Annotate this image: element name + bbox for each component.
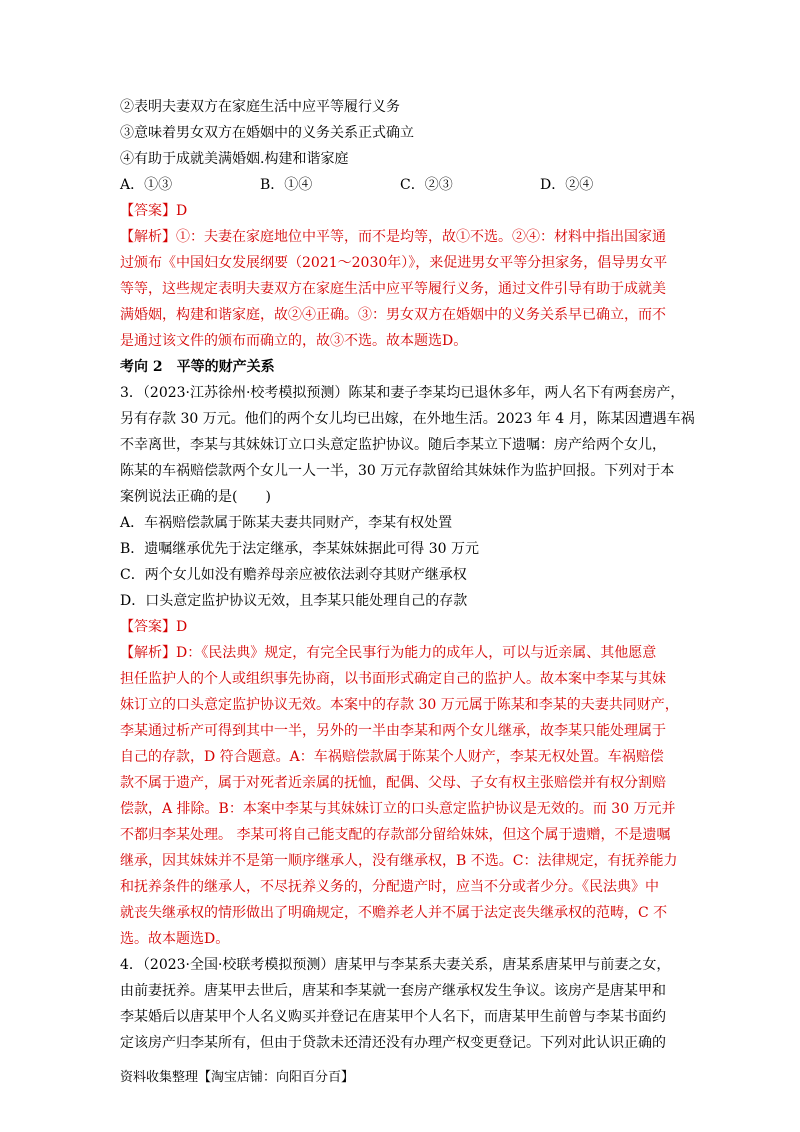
stem-line: 3．（2023·江苏徐州·校考模拟预测）陈某和妻子李某均已退休多年，两人名下有两套房产， <box>120 385 685 401</box>
stem-line: 由前妻抚养。唐某甲去世后，唐某和李某就一套房产继承权发生争议。该房产是唐某甲和 <box>120 983 666 999</box>
section-title: 考向 2 平等的财产关系 <box>120 359 275 375</box>
q2-options <box>120 172 680 198</box>
stem-line: 4．（2023·全国·校联考模拟预测）唐某甲与李某系夫妻关系，唐某系唐某甲与前妻之女， <box>120 957 671 973</box>
analysis-line: 【解析】①：夫妻在家庭地位中平等，而不是均等，故①不选。②④：材料中指出国家通 <box>120 229 666 245</box>
statement: ④有助于成就美满婚姻.构建和谐家庭 <box>120 151 349 167</box>
q2-analysis <box>120 224 680 354</box>
analysis-line: 【解析】D：《民法典》规定，有完全民事行为能力的成年人，可以与近亲属、其他愿意 <box>120 645 657 661</box>
answer-label: 【答案】 <box>120 203 176 219</box>
answer-value: D <box>176 619 188 635</box>
option-d: D．②④ <box>540 177 594 193</box>
q3-answer <box>120 614 680 640</box>
option-a: A．①③ <box>120 177 173 193</box>
analysis-line: 妹订立的口头意定监护协议无效。本案中的存款 30 万元属于陈某和李某的夫妻共同财产， <box>120 697 679 713</box>
analysis-line: 和抚养条件的继承人，不尽抚养义务的，分配遗产时，应当不分或者少分。《民法典》中 <box>120 879 659 895</box>
analysis-line: 过颁布《中国妇女发展纲要（2021～2030年）》，来促进男女平等分担家务，倡导男女平 <box>120 255 668 271</box>
stem-line: 不幸离世，李某与其妹妹订立口头意定监护协议。随后李某立下遗嘱：房产给两个女儿， <box>120 437 666 453</box>
option-b: B．遗嘱继承优先于法定继承，李某妹妹据此可得 30 万元 <box>120 541 480 557</box>
analysis-line: 是通过该文件的颁布而确立的，故③不选。故本题选D。 <box>120 333 468 349</box>
option-c: C．两个女儿如没有赡养母亲应被依法剥夺其财产继承权 <box>120 567 467 583</box>
statement: ③意味着男女双方在婚姻中的义务关系正式确立 <box>120 125 414 141</box>
analysis-line: 李某通过析产可得到其中一半，另外的一半由李某和两个女儿继承，故李某只能处理属于 <box>120 723 666 739</box>
analysis-line: 自己的存款，D 符合题意。A：车祸赔偿款属于陈某个人财产，李某无权处置。车祸赔偿 <box>120 749 664 765</box>
analysis-line: 款不属于遗产，属于对死者近亲属的抚恤，配偶、父母、子女有权主张赔偿并有权分割赔 <box>120 775 666 791</box>
stem-line: 定该房产归李某所有，但由于贷款未还清还没有办理产权变更登记。下列对此认识正确的 <box>120 1035 666 1051</box>
document-page <box>120 94 695 1056</box>
stem-line: 案例说法正确的是( ) <box>120 489 271 505</box>
analysis-line: 不都归李某处理。 李某可将自己能支配的存款部分留给妹妹，但这个属于遗赠，不是遗嘱 <box>120 827 671 843</box>
stem-line: 陈某的车祸赔偿款两个女儿一人一半，30 万元存款留给其妹妹作为监护回报。下列对于本 <box>120 463 675 479</box>
analysis-line: 担任监护人的个人或组织事先协商，以书面形式确定自己的监护人。故本案中李某与其妹 <box>120 671 666 687</box>
page-footer: 资料收集整理【淘宝店铺：向阳百分百】 <box>120 1070 355 1085</box>
analysis-line: 等等，这些规定表明夫妻双方在家庭生活中应平等履行义务，通过文件引导有助于成就美 <box>120 281 666 297</box>
answer-value: D <box>176 203 188 219</box>
option-a: A．车祸赔偿款属于陈某夫妻共同财产，李某有权处置 <box>120 515 453 531</box>
analysis-line: 选。故本题选D。 <box>120 931 230 947</box>
q2-answer <box>120 198 680 224</box>
analysis-line: 继承，因其妹妹并不是第一顺序继承人，没有继承权，B 不选。C：法律规定，有抚养能力 <box>120 853 678 869</box>
q3-options <box>120 510 680 614</box>
option-c: C．②③ <box>400 177 453 193</box>
analysis-line: 就丧失继承权的情形做出了明确规定，不赡养老人并不属于法定丧失继承权的范畴，C 不 <box>120 905 668 921</box>
stem-line: 另有存款 30 万元。他们的两个女儿均已出嫁，在外地生活。2023 年 4 月，陈某因遭遇车祸 <box>120 411 695 427</box>
analysis-line: 偿款，A 排除。B：本案中李某与其妹妹订立的口头意定监护协议是无效的。而 30 万元并 <box>120 801 676 817</box>
stem-line: 李某婚后以唐某甲个人名义购买并登记在唐某甲个人名下，而唐某甲生前曾与李某书面约 <box>120 1009 666 1025</box>
q3-stem <box>120 380 695 510</box>
answer-label: 【答案】 <box>120 619 176 635</box>
option-b: B．①④ <box>260 177 313 193</box>
q3-analysis <box>120 640 680 952</box>
option-d: D．口头意定监护协议无效，且李某只能处理自己的存款 <box>120 593 468 609</box>
statement: ②表明夫妻双方在家庭生活中应平等履行义务 <box>120 99 400 115</box>
q2-statements <box>120 94 680 172</box>
analysis-line: 满婚姻，构建和谐家庭，故②④正确。③：男女双方在婚姻中的义务关系早已确立，而不 <box>120 307 666 323</box>
q4-stem <box>120 952 680 1056</box>
